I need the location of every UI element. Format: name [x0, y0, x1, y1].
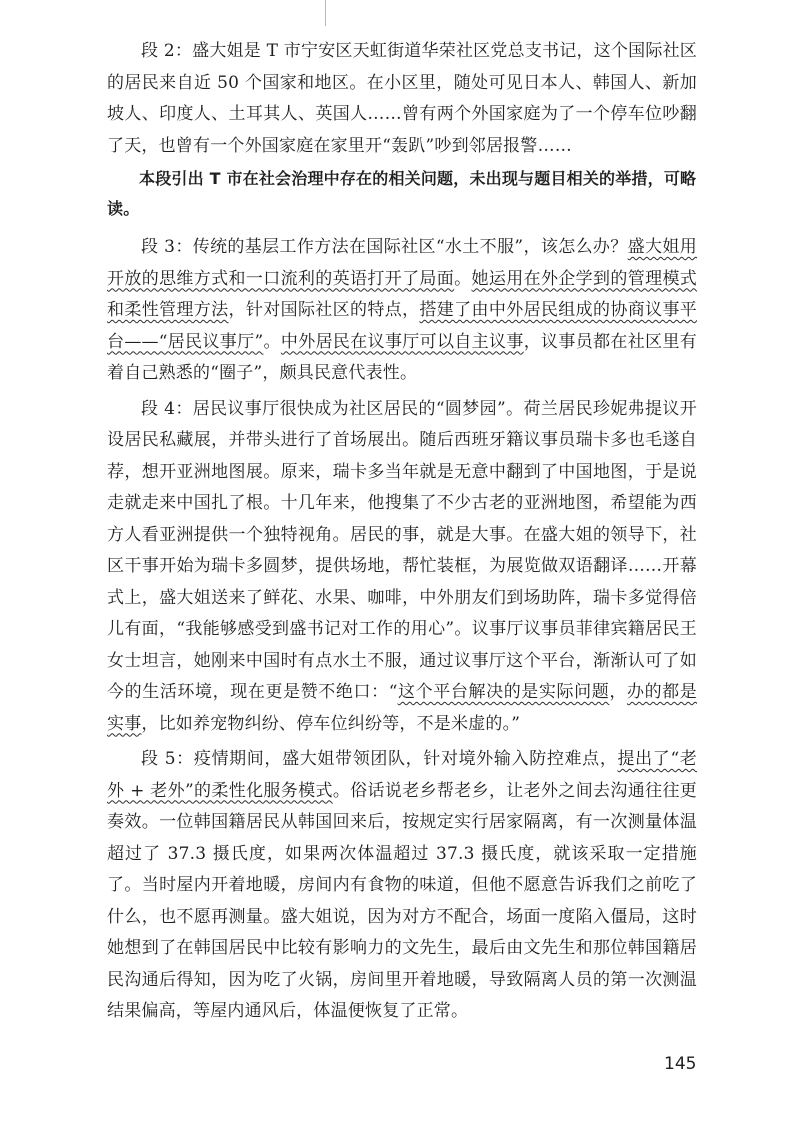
- paragraph-3-text: ，针对国际社区的特点，: [228, 300, 420, 320]
- paragraph-2: [107, 36, 697, 162]
- document-body: [107, 36, 697, 1028]
- paragraph-5: [107, 744, 697, 1028]
- paragraph-3-text: ，议事员都在社区里有着自己熟悉的“圈子”，颇具民意代表性。: [107, 331, 697, 383]
- paragraph-2-text: 段 2：盛大姐是 T 市宁安区天虹街道华荣社区党总支书记，这个国际社区的居民来自近 50 个国家和地区。在小区里，随处可见日本人、韩国人、新加坡人、印度人、土耳其人、英国人……曾有两个外国家庭为了一个停车位吵翻了天，也曾有一个外国家庭在家里开“轰趴”吵到邻居报警……: [107, 41, 697, 156]
- paragraph-3-text: 。: [263, 331, 281, 352]
- paragraph-4-text: ，比如养宠物纠纷、停车位纠纷等，不是米虚的。”: [141, 713, 521, 734]
- underlined-phrase: 中外居民在议事厅可以自主议事: [280, 331, 524, 352]
- paragraph-4: [107, 394, 697, 741]
- underlined-phrase: 她运用在外企学到的管理模式和柔性管理方法: [107, 268, 698, 320]
- paragraph-4-text: ，: [609, 682, 627, 702]
- underlined-phrase: 这个平台解决的是实际问题: [397, 682, 610, 702]
- paragraph-5-text: 。俗话说老乡帮老乡，让老外之间去沟通往往更奏效。一位韩国籍居民从韩国回来后，按规定实行居家隔离，有一次测量体温超过了 37.3 摄氏度，如果两次体温超过 37.3 摄氏度，就该采取一定措施了。当时屋内开着地暖，房间内有食物的味道，但他不愿意告诉我们之前吃了什么，也不愿再测量。盛大姐说，因为对方不配合，场面一度陷入僵局，这时她想到了在韩国居民中比较有影响力的文先生，最后由文先生和那位韩国籍居民沟通后得知，因为吃了火锅，房间里开着地暖，导致隔离人员的第一次测温结果偏高，等屋内通风后，体温便恢复了正常。: [107, 780, 697, 1021]
- paragraph-3-text: 段 3：传统的基层工作方法在国际社区“水土不服”，该怎么办？: [141, 237, 628, 257]
- paragraph-5-text: 段 5：疫情期间，盛大姐带领团队，针对境外输入防控难点，: [141, 749, 618, 769]
- underlined-phrase: 盛大姐用开放的思维方式和一口流利的英语打开了局面: [107, 237, 697, 289]
- paragraph-3-text: 。: [454, 268, 472, 289]
- paragraph-3: [107, 232, 697, 390]
- reading-note: 本段引出 T 市在社会治理中存在的相关问题，未出现与题目相关的举措，可略读。: [107, 169, 697, 218]
- paragraph-4-text: 段 4：居民议事厅很快成为社区居民的“圆梦园”。荷兰居民珍妮弗提议开设居民私藏展，并带头进行了首场展出。随后西班牙籍议事员瑞卡多也毛遂自荐，想开亚洲地图展。原来，瑞卡多当年就是无意中翻到了中国地图，于是说走就走来中国扎了根。十几年来，他搜集了不少古老的亚洲地图，希望能为西方人看亚洲提供一个独特视角。居民的事，就是大事。在盛大姐的领导下，社区干事开始为瑞卡多圆梦，提供场地，帮忙装框，为展览做双语翻译……开幕式上，盛大姐送来了鲜花、水果、咖啡，中外朋友们到场助阵，瑞卡多觉得倍儿有面，“我能够感受到盛书记对工作的用心”。议事厅议事员菲律宾籍居民王女士坦言，她刚来中国时有点水土不服，通过议事厅这个平台，渐渐认可了如今的生活环境，现在更是赞不绝口：“: [107, 398, 697, 702]
- underlined-phrase: 提出了“老外 + 老外”的柔性化服务模式: [107, 749, 697, 801]
- scan-mark: [325, 0, 326, 26]
- underlined-phrase: 搭建了由中外居民组成的协商议事平台——“居民议事厅”: [107, 300, 698, 352]
- page-number: 145: [664, 1054, 697, 1074]
- underlined-phrase: 办的都是实事: [107, 682, 697, 734]
